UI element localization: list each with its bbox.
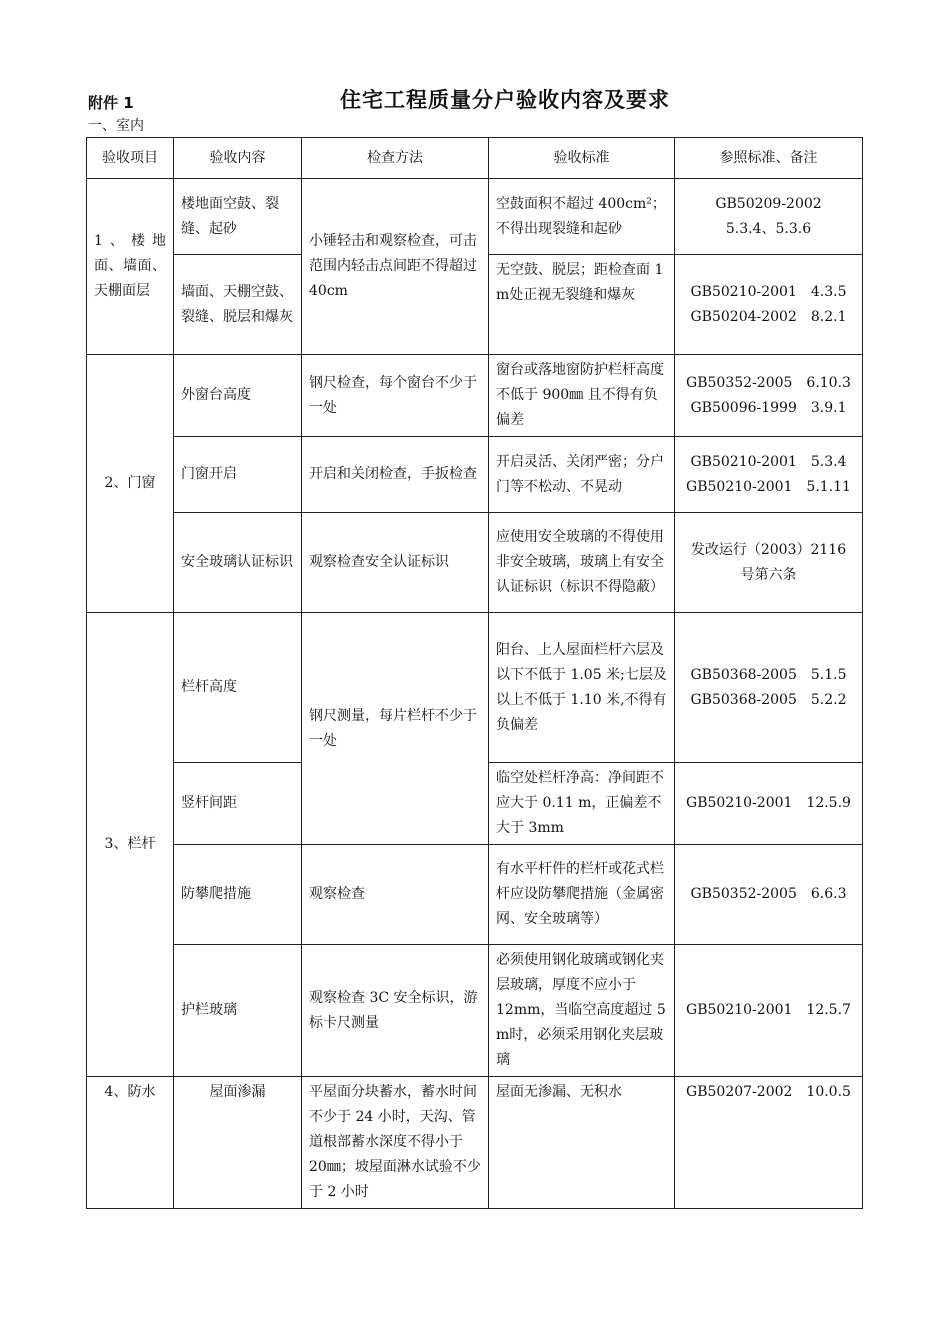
method-cell: 开启和关闭检查，手扳检查 bbox=[302, 437, 489, 513]
standard-cell: 屋面无渗漏、无积水 bbox=[489, 1077, 675, 1209]
content-cell: 竖杆间距 bbox=[174, 763, 302, 845]
reference-line: 5.3.4、5.3.6 bbox=[725, 220, 812, 237]
reference-cell bbox=[675, 613, 863, 763]
column-header: 验收内容 bbox=[174, 138, 302, 179]
reference-line: 发改运行（2003）2116 bbox=[690, 541, 847, 558]
content-cell: 墙面、天棚空鼓、裂缝、脱层和爆灰 bbox=[174, 255, 302, 355]
standard-cell: 开启灵活、关闭严密；分户门等不松动、不晃动 bbox=[489, 437, 675, 513]
item-cell: 2、门窗 bbox=[87, 355, 174, 613]
reference-line: GB50204-2002 8.2.1 bbox=[690, 308, 847, 325]
method-cell: 钢尺检查，每个窗台不少于一处 bbox=[302, 355, 489, 437]
content-cell: 屋面渗漏 bbox=[174, 1077, 302, 1209]
attachment-label: 附件 1 bbox=[88, 94, 134, 112]
table-row bbox=[87, 437, 863, 513]
reference-line: GB50352-2005 6.10.3 bbox=[686, 374, 851, 391]
standard-cell: 无空鼓、脱层；距检查面 1 m处正视无裂缝和爆灰 bbox=[489, 255, 675, 355]
table-row bbox=[87, 945, 863, 1077]
reference-cell bbox=[675, 437, 863, 513]
method-cell: 平屋面分块蓄水，蓄水时间不少于 24 小时，天沟、管道根部蓄水深度不得小于 20㎜；坡屋面淋水试验不少于 2 小时 bbox=[302, 1077, 489, 1209]
reference-cell: GB50210-2001 12.5.7 bbox=[675, 945, 863, 1077]
content-cell: 栏杆高度 bbox=[174, 613, 302, 763]
table-row bbox=[87, 845, 863, 945]
content-cell: 护栏玻璃 bbox=[174, 945, 302, 1077]
reference-cell: GB50210-2001 12.5.9 bbox=[675, 763, 863, 845]
column-header: 参照标准、备注 bbox=[675, 138, 863, 179]
reference-cell bbox=[675, 355, 863, 437]
method-cell: 观察检查安全认证标识 bbox=[302, 513, 489, 613]
standard-cell: 空鼓面积不超过 400cm²；不得出现裂缝和起砂 bbox=[489, 179, 675, 255]
method-cell: 观察检查 bbox=[302, 845, 489, 945]
content-cell: 楼地面空鼓、裂缝、起砂 bbox=[174, 179, 302, 255]
standard-cell: 有水平杆件的栏杆或花式栏杆应设防攀爬措施（金属密网、安全玻璃等） bbox=[489, 845, 675, 945]
page-title: 住宅工程质量分户验收内容及要求 bbox=[340, 88, 670, 112]
table-row bbox=[87, 179, 863, 255]
content-cell: 外窗台高度 bbox=[174, 355, 302, 437]
table-row bbox=[87, 1077, 863, 1209]
content-cell: 门窗开启 bbox=[174, 437, 302, 513]
standard-cell: 阳台、上人屋面栏杆六层及以下不低于 1.05 米;七层及以上不低于 1.10 米,不得有负偏差 bbox=[489, 613, 675, 763]
reference-line: GB50210-2001 5.3.4 bbox=[690, 453, 847, 470]
standard-cell: 必须使用钢化玻璃或钢化夹层玻璃，厚度不应小于 12mm，当临空高度超过 5 m时，必须采用钢化夹层玻璃 bbox=[489, 945, 675, 1077]
reference-line: GB50209-2002 bbox=[715, 195, 822, 212]
method-cell: 小锤轻击和观察检查，可击范围内轻击点间距不得超过 40cm bbox=[302, 179, 489, 355]
reference-cell bbox=[675, 255, 863, 355]
reference-line: GB50210-2001 5.1.11 bbox=[686, 478, 851, 495]
column-header: 验收项目 bbox=[87, 138, 174, 179]
section-heading: 一、室内 bbox=[88, 118, 144, 134]
method-cell: 观察检查 3C 安全标识，游标卡尺测量 bbox=[302, 945, 489, 1077]
reference-line: GB50368-2005 5.2.2 bbox=[690, 691, 847, 708]
column-header: 检查方法 bbox=[302, 138, 489, 179]
reference-line: GB50368-2005 5.1.5 bbox=[690, 666, 847, 683]
table-row bbox=[87, 513, 863, 613]
reference-line: GB50210-2001 4.3.5 bbox=[690, 283, 847, 300]
table-header-row bbox=[87, 138, 863, 179]
acceptance-table bbox=[86, 137, 863, 1209]
item-cell: 3、栏杆 bbox=[87, 613, 174, 1077]
reference-cell: GB50352-2005 6.6.3 bbox=[675, 845, 863, 945]
table-row bbox=[87, 613, 863, 763]
column-header: 验收标准 bbox=[489, 138, 675, 179]
content-cell: 安全玻璃认证标识 bbox=[174, 513, 302, 613]
standard-cell: 应使用安全玻璃的不得使用非安全玻璃，玻璃上有安全认证标识（标识不得隐蔽） bbox=[489, 513, 675, 613]
standard-cell: 窗台或落地窗防护栏杆高度不低于 900㎜ 且不得有负偏差 bbox=[489, 355, 675, 437]
reference-cell: GB50207-2002 10.0.5 bbox=[675, 1077, 863, 1209]
method-cell: 钢尺测量，每片栏杆不少于一处 bbox=[302, 613, 489, 845]
item-cell: 4、防水 bbox=[87, 1077, 174, 1209]
reference-line: GB50096-1999 3.9.1 bbox=[690, 399, 847, 416]
reference-cell bbox=[675, 513, 863, 613]
reference-line: 号第六条 bbox=[740, 566, 797, 583]
item-cell: 1、楼地面、墙面、天棚面层 bbox=[87, 179, 174, 355]
reference-cell bbox=[675, 179, 863, 255]
table-row bbox=[87, 355, 863, 437]
standard-cell: 临空处栏杆净高：净间距不应大于 0.11 m，正偏差不大于 3mm bbox=[489, 763, 675, 845]
content-cell: 防攀爬措施 bbox=[174, 845, 302, 945]
